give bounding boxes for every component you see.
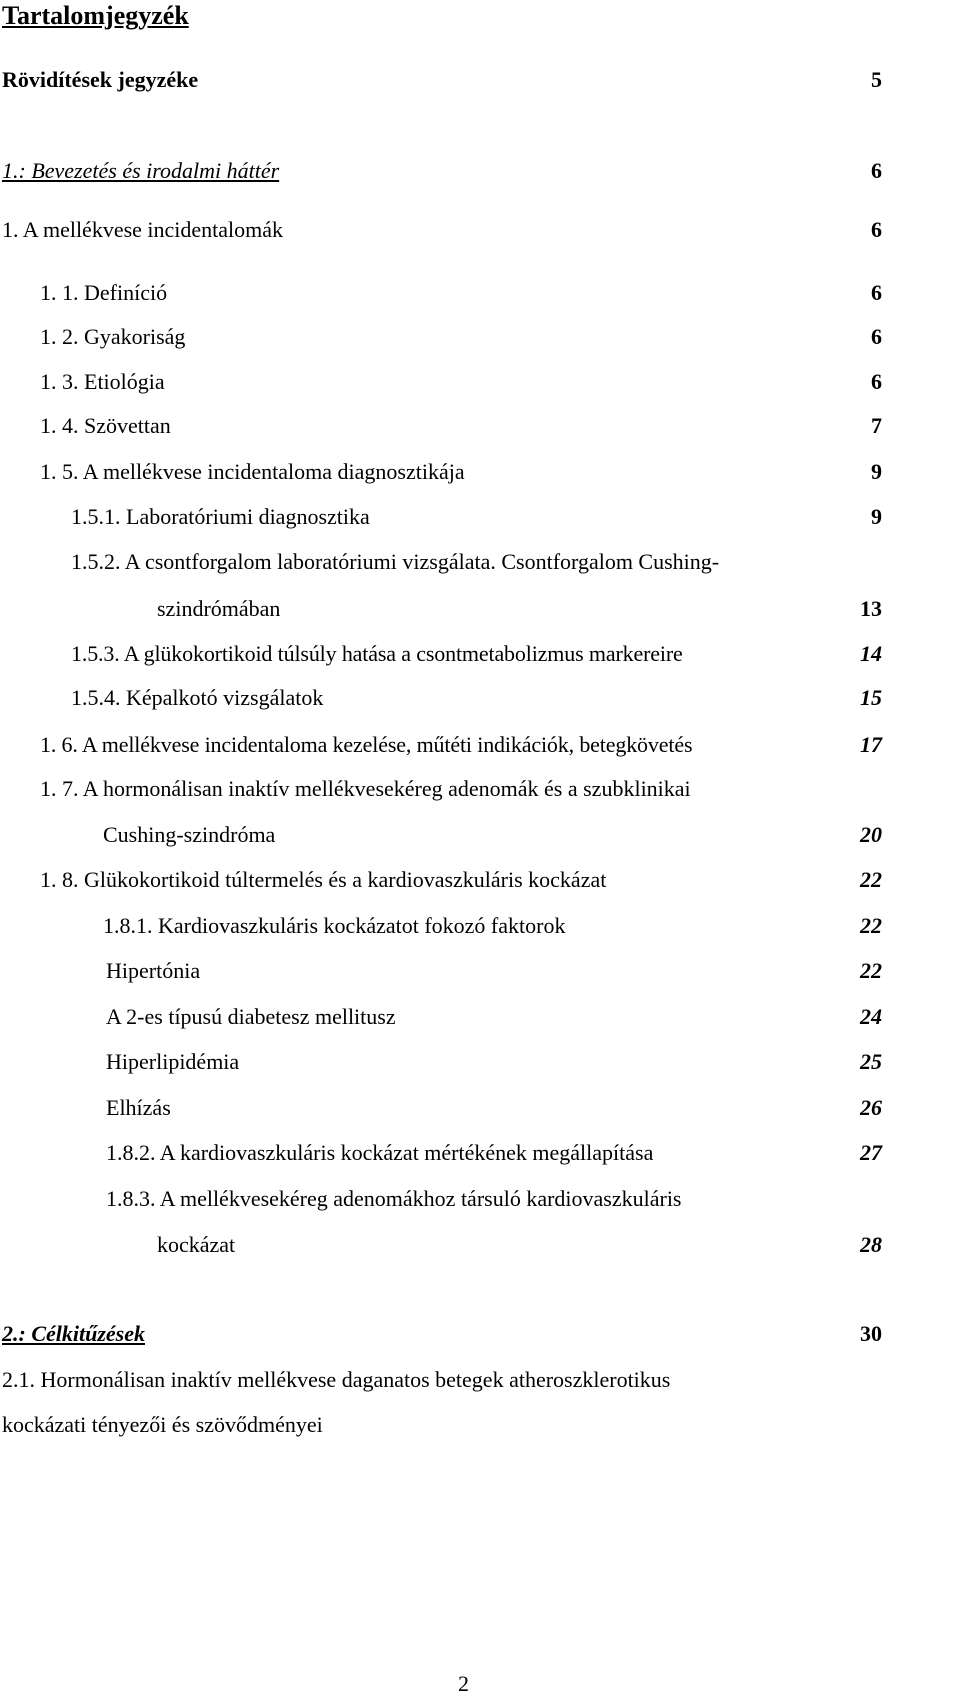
toc-entry-1-5-2-cont[interactable]: szindrómában <box>157 596 281 621</box>
toc-page-1-4: 7 <box>871 413 882 438</box>
toc-entry-1-8-2[interactable]: 1.8.2. A kardiovaszkuláris kockázat mértékének megállapítása <box>106 1140 654 1165</box>
toc-entry-2-1[interactable]: 2.1. Hormonálisan inaktív mellékvese daganatos betegek atheroszklerotikus <box>2 1367 671 1392</box>
toc-page-1-6: 17 <box>860 732 882 757</box>
toc-page-1-8-2: 27 <box>860 1140 882 1165</box>
toc-page-1-5-2: 13 <box>860 596 882 621</box>
toc-entry-1-8[interactable]: 1. 8. Glükokortikoid túltermelés és a kardiovaszkuláris kockázat <box>40 867 607 892</box>
toc-page-1-7: 20 <box>860 822 882 847</box>
toc-page-hipertonia: 22 <box>860 958 882 983</box>
toc-entry-chapter-2[interactable]: 2.: Célkitűzések <box>2 1321 145 1346</box>
toc-entry-1-5[interactable]: 1. 5. A mellékvese incidentaloma diagnosztikája <box>40 459 465 484</box>
toc-page-abbreviations: 5 <box>871 67 882 92</box>
toc-entry-1-1[interactable]: 1. 1. Definíció <box>40 280 168 305</box>
toc-page-1-2: 6 <box>871 324 882 349</box>
toc-entry-1-4[interactable]: 1. 4. Szövettan <box>40 413 171 438</box>
toc-page-1-5-1: 9 <box>871 504 882 529</box>
toc-page-1-3: 6 <box>871 369 882 394</box>
toc-entry-1[interactable]: 1. A mellékvese incidentalomák <box>2 217 284 242</box>
toc-entry-1-2[interactable]: 1. 2. Gyakoriság <box>40 324 186 349</box>
toc-page-diabetesz: 24 <box>860 1004 882 1029</box>
toc-entry-1-8-3-cont[interactable]: kockázat <box>157 1232 236 1257</box>
toc-page-chapter-2: 30 <box>860 1321 882 1346</box>
toc-entry-1-5-1[interactable]: 1.5.1. Laboratóriumi diagnosztika <box>71 504 370 529</box>
toc-page-1-5: 9 <box>871 459 882 484</box>
toc-entry-hiperlipidemia[interactable]: Hiperlipidémia <box>106 1049 240 1074</box>
toc-entry-1-6[interactable]: 1. 6. A mellékvese incidentaloma kezelése, műtéti indikációk, betegkövetés <box>40 732 693 757</box>
page-title: Tartalomjegyzék <box>2 1 189 30</box>
toc-page-1-5-4: 15 <box>860 685 882 710</box>
toc-page-1: 6 <box>871 217 882 242</box>
toc-entry-abbreviations[interactable]: Rövidítések jegyzéke <box>2 67 199 92</box>
toc-page-1-8: 22 <box>860 867 882 892</box>
toc-entry-1-7[interactable]: 1. 7. A hormonálisan inaktív mellékvesekéreg adenomák és a szubklinikai <box>40 776 691 801</box>
toc-page-1-8-1: 22 <box>860 913 882 938</box>
toc-entry-2-1-cont[interactable]: kockázati tényezői és szövődményei <box>2 1412 323 1437</box>
toc-entry-1-8-3[interactable]: 1.8.3. A mellékvesekéreg adenomákhoz társuló kardiovaszkuláris <box>106 1186 682 1211</box>
toc-entry-1-5-2[interactable]: 1.5.2. A csontforgalom laboratóriumi vizsgálata. Csontforgalom Cushing- <box>71 549 720 574</box>
toc-page-elhizas: 26 <box>860 1095 882 1120</box>
toc-page-1-8-3: 28 <box>860 1232 882 1257</box>
toc-entry-1-5-3[interactable]: 1.5.3. A glükokortikoid túlsúly hatása a csontmetabolizmus markereire <box>71 641 683 666</box>
toc-page-hiperlipidemia: 25 <box>860 1049 882 1074</box>
toc-entry-chapter-1[interactable]: 1.: Bevezetés és irodalmi háttér <box>2 158 280 183</box>
toc-page-chapter-1: 6 <box>871 158 882 183</box>
toc-entry-1-3[interactable]: 1. 3. Etiológia <box>40 369 165 394</box>
toc-entry-diabetesz[interactable]: A 2-es típusú diabetesz mellitusz <box>106 1004 396 1029</box>
toc-entry-1-5-4[interactable]: 1.5.4. Képalkotó vizsgálatok <box>71 685 324 710</box>
toc-page-1-5-3: 14 <box>860 641 882 666</box>
toc-entry-hipertonia[interactable]: Hipertónia <box>106 958 201 983</box>
page-number: 2 <box>458 1671 469 1696</box>
toc-entry-1-7-cont[interactable]: Cushing-szindróma <box>103 822 276 847</box>
toc-entry-elhizas[interactable]: Elhízás <box>106 1095 171 1120</box>
toc-page-1-1: 6 <box>871 280 882 305</box>
toc-entry-1-8-1[interactable]: 1.8.1. Kardiovaszkuláris kockázatot fokozó faktorok <box>103 913 566 938</box>
